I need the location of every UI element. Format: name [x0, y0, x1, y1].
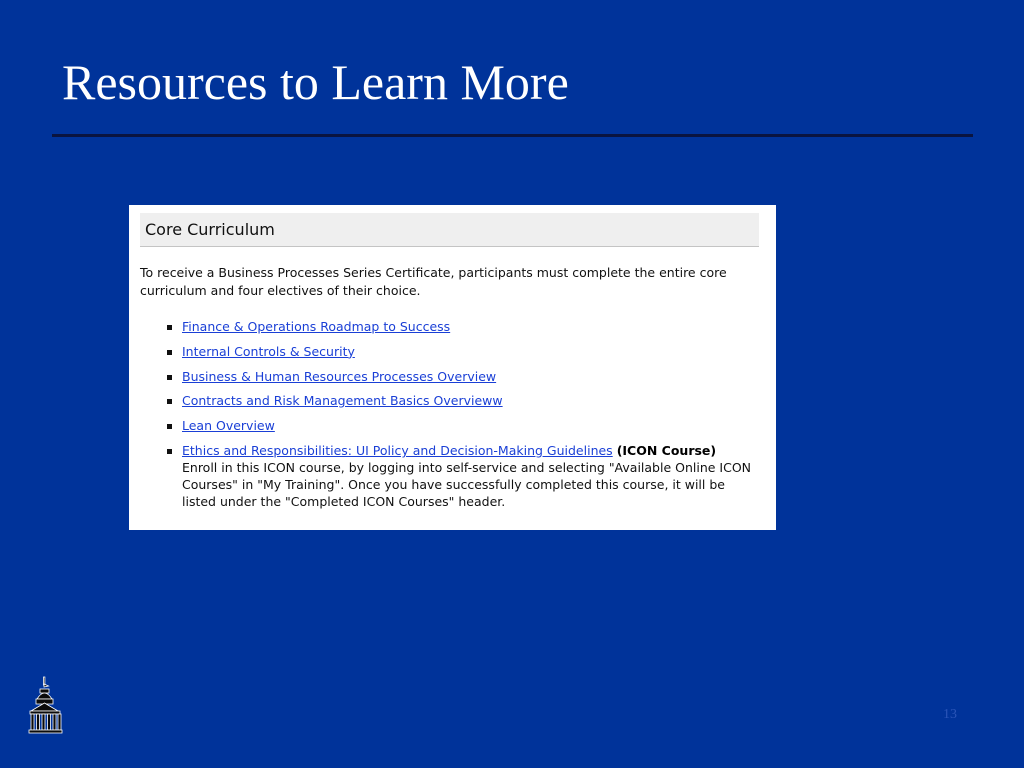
list-item: [182, 417, 762, 434]
icon-course-tag: (ICON Course): [616, 442, 717, 458]
bullet-icon: [167, 424, 172, 429]
slide-title: Resources to Learn More: [62, 54, 569, 110]
bullet-icon: [167, 449, 172, 454]
list-item: [182, 442, 762, 510]
title-divider: [52, 134, 973, 137]
page-number: 13: [943, 707, 957, 722]
course-list: [182, 318, 762, 518]
old-capitol-building-icon: [28, 675, 64, 735]
list-item: [182, 392, 762, 409]
bullet-icon: [167, 350, 172, 355]
panel-header: [140, 213, 759, 247]
course-link-ethics[interactable]: Ethics and Responsibilities: UI Policy and Decision-Making Guidelines: [182, 442, 613, 458]
list-item: [182, 368, 762, 385]
course-link-internal-controls[interactable]: Internal Controls & Security: [182, 343, 355, 359]
panel-heading: Core Curriculum: [145, 220, 275, 239]
course-link-lean-overview[interactable]: Lean Overview: [182, 418, 275, 434]
bullet-icon: [167, 325, 172, 330]
course-link-contracts-risk[interactable]: Contracts and Risk Management Basics Overvieww: [182, 393, 503, 409]
list-item: [182, 318, 762, 335]
intro-text: To receive a Business Processes Series Certificate, participants must complete the entire core curriculum and four electives of their choice.: [140, 265, 727, 298]
core-curriculum-panel: [129, 205, 776, 530]
list-item: [182, 343, 762, 360]
bullet-icon: [167, 399, 172, 404]
course-enroll-note: Enroll in this ICON course, by logging into self-service and selecting "Available Online ICON Courses" in "My Training". Once you have successfully completed this course, it will be listed under the "Completed ICON Courses" header.: [182, 459, 752, 509]
course-link-finance-operations[interactable]: Finance & Operations Roadmap to Success: [182, 319, 451, 334]
course-link-business-hr[interactable]: Business & Human Resources Processes Overview: [182, 368, 497, 384]
bullet-icon: [167, 375, 172, 380]
